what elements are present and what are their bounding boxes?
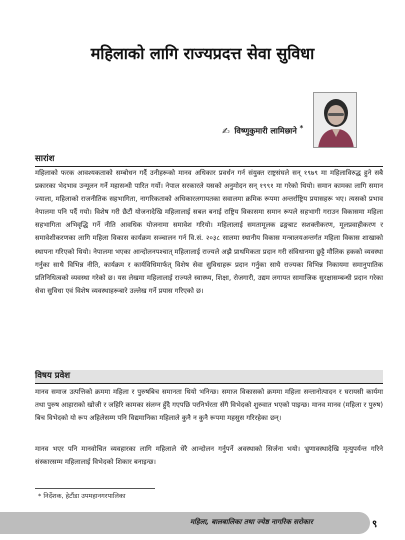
author-footnote-marker: * xyxy=(299,124,304,132)
author-photo xyxy=(313,92,357,148)
intro-paragraph-1: मानव समाज उत्पत्तिको क्रममा महिला र पुरुषबिच समानता थियो भनिन्छ। समाज विकासको क्रममा महिला सन्तानोत्पादन र घरायसी कार्यमा तथा पुरुष आहाराको खोजी र जहिरि कामका संलग्न हुँदै गएपछि परनिर्भरता सँगै विभेदको शुरुवात भएको पाइन्छ। मानव मानव (महिला र पुरुष) बिच विभेदको यो रूप अहिलेसम्म पनि विद्यमानिका महिलाले कुनै न कुनै रूपमा महसुस गरिरहेका छन्। xyxy=(35,388,383,423)
footer-bar xyxy=(0,512,370,534)
intro-heading: विषय प्रवेश xyxy=(35,370,383,384)
page-number: ९ xyxy=(372,519,378,530)
abstract-heading: सारांश xyxy=(35,153,383,167)
intro-paragraph-2: मानव भएर पनि मानवोचित व्यवहारका लागि महिलाले धेरै आन्दोलन गर्नुपर्ने अवस्थाको सिर्जना भयो। भ्रुणावस्थादेखि मृत्युपर्यन्त गरिने संस्कारसम्म महिलालाई विभेदको शिकार बनाइन्छ। xyxy=(35,445,383,467)
author-portrait-icon xyxy=(314,93,357,148)
page-title: महिलाको लागि राज्यप्रदत्त सेवा सुविधा xyxy=(90,44,315,63)
journal-name: महिला, बालबालिका तथा ज्येष्ठ नागरिक सरोकार xyxy=(190,518,313,526)
footnote: * निर्देशक, हेटौंडा उपमहानगरपालिका xyxy=(38,492,126,500)
page-footer xyxy=(0,512,405,538)
author-name: विष्णुकुमारी लामिछाने xyxy=(234,126,297,136)
abstract-text: महिलाको फरक आवश्यकताको सम्बोधन गर्दै उनीहरूको मानव अधिकार प्रवर्धन गर्न संयुक्त राष्ट्रसंघले सन् १९७९ मा महिलाविरुद्ध हुने सबै प्रकारका भेदभाव उन्मूलन गर्ने महासन्धी पारित गर्यो। नेपाल सरकारले यसको अनुमोदन सन् १९९१ मा गरेको थियो। समान कामका लागि समान ज्याला, महिलाको राजनीतिक सहभागिता, नागरिकताको अधिकारलगायतका सवालमा क्रमिक रूपमा अन्तर्राष्ट्रिय प्रयासहरू भए। त्यसको प्रभाव नेपालमा पनि पर्दै गयो। विशेष गरी छैटौं योजनादेखि महिलालाई सबल बनाई राष्ट्रिय विकासमा समान रूपले सहभागी गराउन विकासमा महिला सहभागिता अभिवृद्धि गर्ने नीति आवधिक योजनामा समावेश गरियो। महिलालाई समतामूलक ढङ्गबाट सशक्तीकरण, मूलप्रवाहीकरण र समावेशीकरणका लागि महिला विकास कार्यक्रम सञ्चालन गर्न वि.सं. २०३८ सालमा स्थानीय विकास मन्त्रालयअन्तर्गत महिला विकास शाखाको स्थापना गरिएको थियो। नेपालमा भएका आन्दोलनपश्चात् महिलालाई राज्यले अझै प्राथमिकता प्रदान गरी संविधानमा छुट्टै मौलिक हकको व्यवस्था गर्नुका साथै विभिन्न नीति, कार्यक्रम र कार्यविधिमार्फत् विशेष सेवा सुविधाहरू प्रदान गर्नुका साथै राज्यका विभिन्न निकायमा समानुपातिक प्रतिनिधित्वको व्यवस्था गरेको छ। यस लेखमा महिलालाई राज्यले स्वास्थ्य, शिक्षा, रोजगारी, उद्यम लगायत सामाजिक सुरक्षासम्बन्धी प्रदान गरेका सेवा सुविधा एवं विशेष व्यवस्थाहरूबारे उल्लेख गर्ने प्रयास गरिएको छ। xyxy=(35,169,383,295)
pen-icon: ✍ xyxy=(222,126,230,137)
author-line xyxy=(222,124,303,137)
footnote-divider xyxy=(35,488,155,489)
